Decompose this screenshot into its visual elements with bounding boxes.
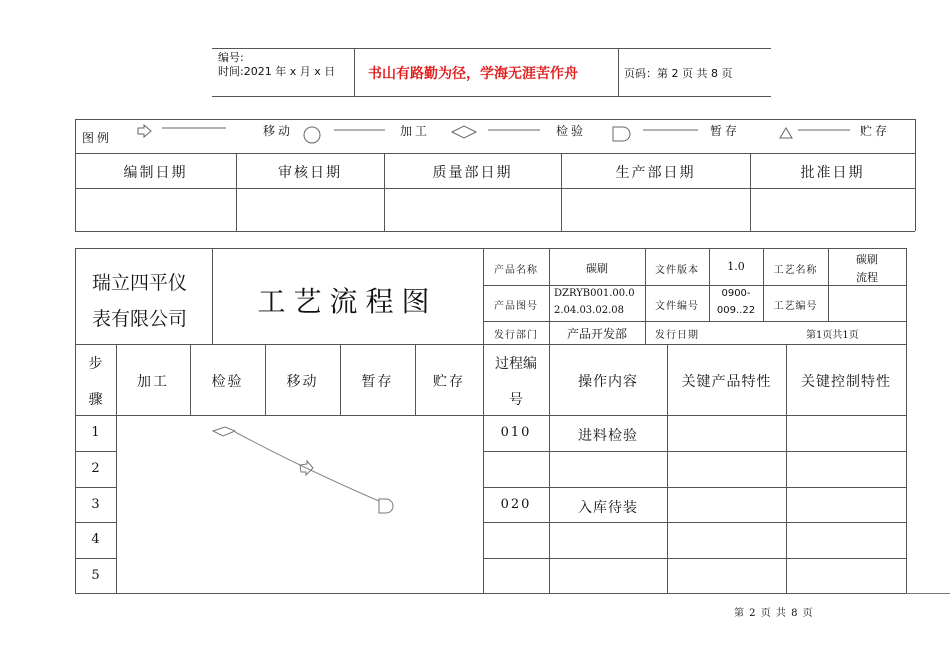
row-step: 4 bbox=[91, 532, 100, 547]
doc-title: 工艺流程图 bbox=[257, 285, 438, 318]
col-step-line1: 步 bbox=[88, 356, 103, 372]
legend-move: 移动 bbox=[263, 124, 294, 138]
col-step-line2: 骤 bbox=[88, 392, 103, 408]
file-no-label: 文件编号 bbox=[655, 301, 699, 312]
file-no-line1: 0900- bbox=[721, 288, 751, 299]
legend-store: 贮存 bbox=[860, 124, 891, 138]
product-name-label: 产品名称 bbox=[494, 265, 538, 276]
header-compile-date: 编制日期 bbox=[123, 165, 188, 181]
temp-storage-d-icon bbox=[379, 499, 393, 513]
legend-title: 图例 bbox=[82, 131, 113, 145]
process-name-line1: 碳刷 bbox=[856, 253, 878, 266]
col-key-product: 关键产品特性 bbox=[681, 374, 772, 390]
page-info: 页码：第 2 页 共 8 页 bbox=[624, 67, 733, 80]
row-step: 2 bbox=[91, 461, 100, 476]
row-step: 5 bbox=[91, 568, 100, 583]
issue-dept: 产品开发部 bbox=[566, 327, 627, 341]
row-operation: 进料检验 bbox=[578, 428, 638, 444]
col-proc-no-line2: 号 bbox=[509, 392, 523, 408]
file-no-line2: 009..22 bbox=[716, 305, 756, 316]
drawing-no-line2: 2.04.03.02.08 bbox=[554, 305, 624, 316]
inspect-diamond-icon bbox=[213, 427, 235, 436]
col-inspect: 检验 bbox=[211, 374, 244, 390]
file-version-label: 文件版本 bbox=[655, 265, 699, 276]
process-name-label: 工艺名称 bbox=[773, 265, 818, 276]
legend-process: 加工 bbox=[400, 124, 431, 138]
drawing-no-line1: DZRYB001.00.0 bbox=[554, 288, 635, 299]
row-operation: 入库待装 bbox=[578, 500, 638, 516]
issue-dept-label: 发行部门 bbox=[494, 330, 538, 341]
header-quality-date: 质量部日期 bbox=[432, 165, 513, 181]
product-name: 碳刷 bbox=[586, 262, 608, 275]
col-temp: 暂存 bbox=[361, 374, 394, 390]
legend-inspect: 检验 bbox=[556, 124, 587, 138]
process-name-line2: 流程 bbox=[856, 271, 878, 284]
issue-date-label: 发行日期 bbox=[655, 330, 699, 341]
temp-storage-d-icon bbox=[613, 127, 630, 141]
process-no-label: 工艺编号 bbox=[773, 301, 818, 312]
slogan: 书山有路勤为径，学海无涯苦作舟 bbox=[368, 66, 578, 82]
legend-symbols bbox=[130, 120, 920, 152]
header-review-date: 审核日期 bbox=[278, 165, 342, 181]
legend-temp: 暂存 bbox=[710, 124, 741, 138]
col-move: 移动 bbox=[286, 374, 319, 390]
process-circle-icon bbox=[304, 127, 320, 143]
storage-triangle-icon bbox=[780, 128, 792, 138]
col-proc-no-line1: 过程编 bbox=[495, 356, 537, 372]
col-store: 贮存 bbox=[433, 374, 465, 390]
drawing-no-label: 产品图号 bbox=[494, 301, 538, 312]
time-label: 时间:2021 年 x 月 x 日 bbox=[218, 65, 336, 78]
row-proc-no: 010 bbox=[500, 425, 532, 440]
company-name-line1: 瑞立四平仪 bbox=[92, 272, 188, 294]
row-step: 3 bbox=[91, 497, 100, 512]
row-proc-no: 020 bbox=[500, 497, 532, 512]
page-small: 第1页共1页 bbox=[806, 330, 859, 341]
row-step: 1 bbox=[91, 425, 100, 440]
col-process: 加工 bbox=[137, 374, 169, 390]
move-arrow-icon bbox=[138, 125, 151, 137]
footer-page: 第 2 页 共 8 页 bbox=[734, 608, 814, 619]
flow-diagram bbox=[116, 415, 483, 593]
file-version: 1.0 bbox=[727, 260, 745, 273]
flow-connector bbox=[235, 432, 379, 501]
col-operation: 操作内容 bbox=[578, 374, 638, 390]
inspect-diamond-icon bbox=[452, 126, 476, 138]
header-production-date: 生产部日期 bbox=[615, 165, 696, 181]
company-name-line2: 表有限公司 bbox=[92, 308, 188, 330]
code-label: 编号: bbox=[218, 51, 244, 64]
col-key-control: 关键控制特性 bbox=[801, 374, 891, 390]
header-approve-date: 批准日期 bbox=[800, 165, 865, 181]
